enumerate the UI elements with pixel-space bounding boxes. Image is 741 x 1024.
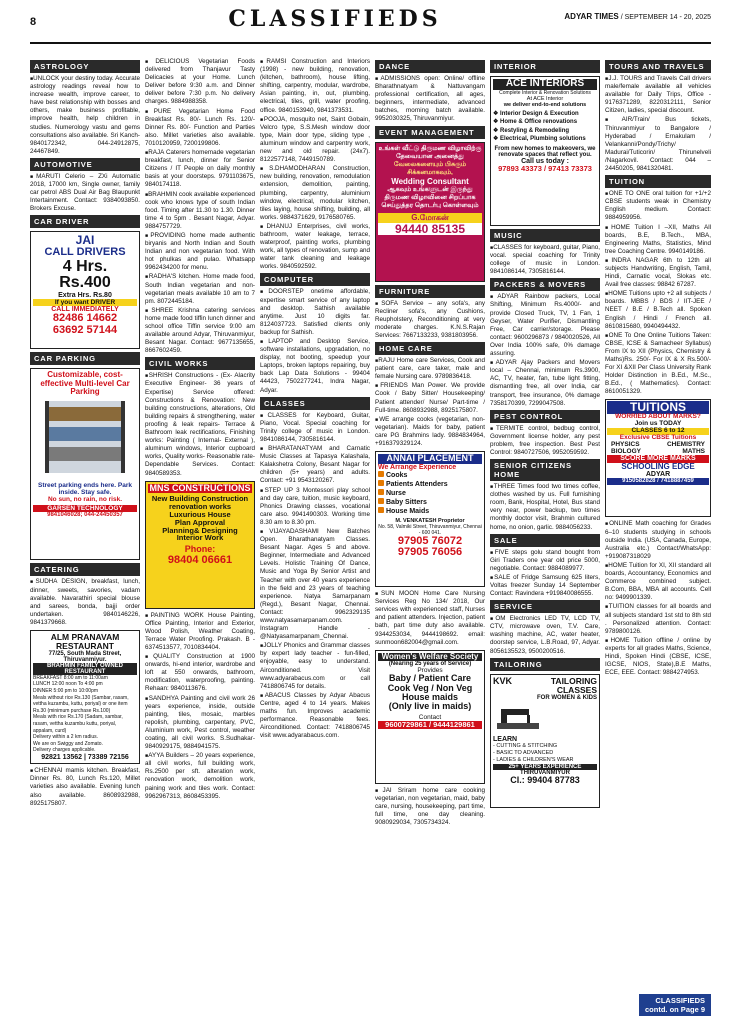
alm-timing: LUNCH 12:00 noon To 4:00 pm (33, 681, 103, 688)
annai-address: No. 58, Valmiki Street, Thiruvanmiyur, Chennai - 600 041. (378, 523, 482, 536)
heading-tours-travels: TOURS AND TRAVELS (605, 60, 711, 73)
car-parking-image (35, 397, 135, 477)
ad-automotive: ■ MARUTI Celerio – ZXi Automatic 2018, 17000 km, Single owner, family car petrol ABS Dual Air Bag Blaupunkt Intertainment. Contact: 9384093850. Brokers Excuse. (30, 173, 140, 213)
column-4 (375, 58, 485, 1013)
tb-classes: CLASSES 6 to 12 (607, 428, 709, 435)
ad-tickets: ■ AIR/Train/ Bus tickets, Thiruvanmiyur to Bangalore / Hyderabad / Ernakulam / Velankanni/Pondy/Trichy/ Madurai/Tuticorin/ Thirunelveli /Nagarkovil. Contact: 044 – 24450205, 9841320481. (605, 116, 711, 173)
alm-tagline: BRAHMIN FAMILY OWNED RESTAURANT (33, 663, 137, 675)
tb-phone: 9150582828 / 7418887459 (607, 478, 709, 484)
mns-line: Plan Approval (174, 517, 226, 527)
kvk-logo: KVK (493, 675, 513, 686)
annai-ad (375, 451, 485, 587)
continued-link[interactable] (639, 994, 711, 1016)
alm-note: Delivery within a 2 km radius. (33, 734, 99, 741)
ad-indra-nagar: ■ INDRA NAGAR 6th to 12th all subjects Handwriting, English, Tamil, Hindi, Carnatic vocal, Slokas etc. Avail free classes: 98842 67287. (605, 257, 711, 289)
tb-title: TUITIONS (607, 401, 709, 414)
ad-xi-xii: ■ HOME Tuition for XI, XII standard all boards, Accountancy, Economics and Commerce combined subject. B.Com, BBA, MBA all accounts. Cell no: 9499901339. (605, 562, 711, 602)
jai-rate: Rs.400 (59, 274, 111, 292)
heading-computer: COMPUTER (260, 273, 370, 286)
ad-chennai-mamis: ■ CHENNAI mamis kitchen. Breakfast, Dinner Rs. 80, Lunch Rs.120, Millet varieties also available. Evening lunch also available. 8608932988, 8925175807. (30, 767, 140, 807)
wedding-name: G.மோகன் (378, 213, 482, 223)
ad-jai-sriram: ■ JAI Sriram home care cooking vegetarian, non vegetarian, maid, baby care, nursing, housekeeping, part time, full time, one day cleaning. 9080929034, 7305734324. (375, 787, 485, 827)
alm-address: 77/25, South Mada Street, Thiruvanmiyur. (48, 650, 122, 663)
alm-note: We are on Swiggy and Zomato. (33, 740, 103, 747)
ad-pure-veg: ■ PURE Vegetarian Home Food Breakfast Rs. 80/- Lunch Rs. 120/- Dinner Rs. 80/- Function and Parties also. Millet varieties also available. 7010120959, 7200199806. (145, 108, 255, 148)
ww-contact: Contact (418, 713, 442, 721)
ace-sub: Complete Interior & Renovation Solutions (499, 89, 591, 96)
womens-welfare-ad (375, 650, 485, 784)
ww-provides: Provides (417, 667, 443, 675)
sewing-machine-image (493, 701, 543, 731)
ww-phone: 9600729861 / 9444129861 (378, 721, 482, 729)
ad-sandhya: ■ SANDHYA Painting and civil work 26 years experience, inside, outside painting, tiles, mosaic, marbles repolish, plumbing, carpentary, PVC, Aluminium work, Pest control, weather coating, all civil works. S.Sudhakar- 9840929175, 9884941575. (145, 695, 255, 752)
ad-shree-krishna: ■ SHREE Krishna catering services home made food tiffin lunch dinner and school office Tiffin service 9:00 am available around Adyar, Thiruvanmiyur, Besant Nagar. Contact: 9677135655, 8667602459. (145, 307, 255, 356)
jai-call: CALL DRIVERS (44, 246, 126, 258)
ace-line: At ACE Interior (526, 95, 564, 102)
ad-shrish: ■ SHRISH Constructions - (Ex- Alacrity Executive Engineer- 36 years of Expertise) Service offered: Constructions & Renovation: New building constructions, alterations, Old building repairs & strengthening, water proofing & leak repairs- Terrace & Bathroom leak rectifications, Finishing works: Painting ( Internal- External ), aluminum windows, Interior cupboard works, Quality works- Reasonable rate- Dependable Services. Contact: 9840589353. (145, 372, 255, 477)
wedding-phone: 94440 85135 (378, 223, 482, 236)
jai-title: JAI (75, 233, 95, 248)
ace-service: ❖ Interior Design & Execution (493, 110, 579, 117)
ad-laptop: ■ LAPTOP and Desktop Service, software installations, upgradation, no display, not booting, speedup your Laptops, broken laptops repairing, buy back Lap Data Solutions - 99404 44423, 7502277241, Indra Nagar, Adyar. (260, 338, 370, 395)
garsen-tagline: Street parking ends here. Park inside. Stay safe. (38, 481, 132, 496)
mns-phone: 98404 06661 (167, 553, 233, 566)
heading-furniture: FURNITURE (375, 285, 485, 298)
heading-classes: CLASSES (260, 397, 370, 410)
ad-quality: ■ QUALITY Construction at 1900 onwards, hi-end interior, wardrobe and loft at 550 onwards, bathroom, modification, waterproofing, painting. Rehaan: 9840113676. (145, 653, 255, 693)
ad-golu-stand: ■ FIVE steps golu stand bought from Giri Traders one year old price 5000, negotiable. Contact: 9884089977. (490, 549, 600, 573)
column-5 (490, 58, 600, 1013)
garsen-phone: 9841046028; 044-24450357 (47, 511, 123, 518)
kvk-location: THIRUVANMIYUR (520, 769, 570, 776)
annai-phone-2: 97905 76056 (397, 546, 463, 559)
mns-title: MNS CONSTRUCTIONS (149, 482, 251, 493)
heading-music: MUSIC (490, 229, 600, 242)
jai-phone-1: 82486 14662 (52, 312, 118, 325)
ww-title: Women's Welfare Society (378, 653, 482, 661)
ad-delicious: ■ DELICIOUS Vegetarian Foods delivered from Thanjavur Tasty Delicacies at your Home. Lunch Deliver before 9:30 a.m. and Dinner deliver before 7:30 p.m. No delivery charges. 9884988358. (145, 58, 255, 107)
tb-school: SCHOOLING EDGE (621, 461, 695, 471)
masthead (30, 6, 711, 44)
kvk-course: - BASIC TO ADVANCED (493, 749, 554, 756)
tb-cbse: Exclusive CBSE Tuitions (619, 433, 697, 441)
ad-om-electronics: ■ OM Electronics LED TV, LCD TV, CTV, microwave oven, T.V. Care, washing machine, AC, water heater, doorstep service, L.B.Road, 97, Adyar. 8056135523, 9500200516. (490, 615, 600, 655)
page-number: 8 (30, 16, 37, 28)
column-6 (605, 58, 711, 983)
heading-car-driver: CAR DRIVER (30, 215, 140, 228)
column-2 (145, 58, 255, 1013)
kvk-experience: 25+ YEARS EXPERIENCE (493, 764, 597, 770)
ad-sofa: ■ SOFA Service – any sofa's, any Recliner sofa's, any Cushions, Reupholstery, Reconditioning at very moderate charges. K.N.S.Rajan Services: 7667133233, 9381803956. (375, 300, 485, 340)
ace-service: ❖ Electrical, Plumbing solutions (493, 136, 586, 142)
heading-home-care: HOME CARE (375, 342, 485, 355)
jai-call-now: CALL IMMEDIATELY (51, 306, 119, 314)
ad-ayya: ■ AYYA Builders – 20 years experience, all civil works, full building work, Rs.2500 per sft. alteration work, renovation work, demolition work, paining work and tiles work. Contact: 9962967313, 8608453395. (145, 752, 255, 801)
heading-service: SERVICE (490, 600, 600, 613)
heading-pest-control: PEST CONTROL (490, 410, 600, 423)
ad-home-tuition: ■ HOME Tuition I –XII, Maths All boards, B.E, B.Tech., MBA, Engineering Maths, Statistics, Mind tree Coaching Centre. 9940149186. (605, 224, 711, 256)
kvk-course: - LADIES & CHILDREN'S WEAR (493, 756, 574, 763)
column-1 (30, 58, 140, 1013)
heading-event-management: EVENT MANAGEMENT (375, 126, 485, 139)
ww-sub: (Nearing 25 years of Service) (388, 661, 472, 668)
ad-offline-online: ■ HOME Tuition offline / online by experts for all grades Maths, Science, Hindi, Spoken Hindi (CBSE, ICSE, IGCSE, NIOS, State),B.E Maths, ECE, EEE. Contact: 9884274953. (605, 637, 711, 677)
mns-line: Planning& Designing (162, 525, 238, 535)
heading-tailoring: TAILORING (490, 658, 600, 671)
heading-packers-movers: PACKERS & MOVERS (490, 278, 600, 291)
footer-continued: contd. on Page 9 (644, 1005, 705, 1014)
jai-hours: 4 Hrs. (62, 257, 108, 275)
heading-sale: SALE (490, 534, 600, 547)
tb-subject: CHEMISTRY (666, 441, 705, 449)
ad-keyboard: ■ CLASSES for Keyboard, Guitar, Piano, Vocal. Special coaching for Trinity college of music in London. 9841086144, 7305816144. (260, 412, 370, 444)
schooling-edge-ad (605, 399, 711, 517)
kvk-learn: LEARN (493, 735, 518, 743)
ad-online-tuitions: ■ ONE To One Online Tuitions Taken: CBSE, ICSE & Samacheer Syllabus) From IX to XII (Physics, Chemistry & Maths)Rs. 250/- For IX & X Rs.500/- For XI &XII Per Class University Rank Holder Distinction in B.Ed., M.Sc., B.Ed., ( Mathematics). Contact: 8610051329. (605, 332, 711, 397)
ace-title: ACE INTERIORS (493, 79, 597, 90)
mns-ad (145, 481, 255, 609)
annai-phone-1: 97905 76072 (397, 534, 463, 547)
ww-service: Baby / Patient Care (388, 673, 472, 684)
wedding-text: வேலைகளையும் பிசுகும் சிக்கனமாகவும், (393, 160, 467, 176)
publication-line (564, 12, 711, 21)
garsen-headline: Customizable, cost-effective Multi-level Car Parking (40, 370, 130, 397)
ad-tuition-classes: ■ TUITION classes for all boards and all subjects standard 1st std to 8th std . Personalized attention. Contact: 9789800126. (605, 603, 711, 635)
garsen-ad (30, 368, 140, 560)
annai-proprietor: M. VENKATESH Proprietor (395, 517, 465, 524)
jai-extra: Extra Hrs. Rs.80 (58, 292, 112, 300)
section-title: CLASSIFIEDS (228, 6, 442, 32)
ad-jj-tours: ■ J.J. TOURS and Travels Call drivers male/female available all vehicles available for Daily Trips, Office - 9176371289, 8220312111, Senior Citizen, ladies, special discount. (605, 75, 711, 115)
tb-worried: WORRIED ABOUT MARKS? (615, 413, 701, 421)
garsen-tagline-2: No sun, no rain, no risk. (47, 495, 123, 503)
mns-line: Interior Work (176, 533, 224, 543)
kvk-title: TAILORING CLASSES (550, 675, 597, 695)
ace-phone: 97893 43373 / 97413 73373 (498, 163, 592, 173)
heading-catering: CATERING (30, 563, 140, 576)
ad-brahmin-cook: ■ BRAHMIN cook available experienced cook who knows type of south Indian food. Timing after 11.30 to 1.30. Dinner time 4 to 5pm . Besant Nagar, Adyar. 9884757729. (145, 191, 255, 231)
ad-ajay-packers: ■ ADYAR Ajay Packers and Movers local – Chennai, minimum Rs.3900, AC, TV, heater, fan, tube light fitting, dismantling free, all over India, car transport, free insurance, 0% damage 7358170399, 7299047508. (490, 359, 600, 408)
annai-title: ANNAI PLACEMENT (378, 454, 482, 463)
ace-line: we deliver end-to-end solutions (503, 101, 587, 108)
tb-subject: BIOLOGY (611, 448, 641, 456)
ad-biryani: ■ PROVIDING home made authentic biryanis and North Indian and South Indian and non vegetarian food. With hot phulkas and pulao. Whatsapp 9962434200 for menu. (145, 232, 255, 272)
ad-abacus: ■ ABACUS Classes by Adyar Abacus Centre, aged 4 to 14 years. Makes maths fun. Improves academic performance. Reasonable fees. Airconditioned. Contact: 7418806745 visit www.adyarabacus.com. (260, 692, 370, 741)
wedding-text: உங்கள் வீட்டு திருமண விழாவிற்கு தேவையான அனைத்து (378, 144, 482, 160)
wedding-consultant: Wedding Consultant (391, 176, 469, 186)
publication-name: ADYAR TIMES (564, 12, 619, 21)
ad-rainbow-packers: ■ ADYAR Rainbow packers, Local Shifting, Minimum Rs.4000/- and provide Closed Truck, TV, 1 Fan, 1 Geyser, Water Purifier, Dismantling Free, Car carrier/storage. Please contact: 9600296873 / 9840020526, All Over India 100% safe, 0% damage assuring. (490, 293, 600, 358)
heading-car-parking: CAR PARKING (30, 352, 140, 365)
ad-vijayadashami: ■ VIJAYADASHAMI New Batches Open. Bharathanatyam Classes. Besant Nagar. Ages 5 and above. Beginner, Intermediate and Advanced Levels. Holistic Training Of Dance, Music and Yoga By Senior Artist and Teacher with over 40 years experience in the field and 23 years of teaching experience. Natya Samarpanam (Regd.), Besant Nagar, Chennai. Contact: 9962329135 www.natyasamarpanam.com. Instagram Handle - @Natyasamarpanam_Chennai. (260, 528, 370, 641)
ad-jolly: ■ JOLLY Phonics and Grammar classes by expert lady teacher - fun-filled, enjoyable, easy to understand. Airconditioned. Visit www.adyarabacus.com or call 7418806745 for details. (260, 642, 370, 691)
tb-join: Join us TODAY (634, 419, 682, 427)
tb-location: ADYAR (645, 471, 671, 479)
alm-menu: Meals with rice Rs.170 (Sadam, sambar, rasam, vettha kuzambu kuttu, poriyal, appalam, curd) (33, 714, 123, 734)
ww-service: House maids (401, 691, 459, 702)
ad-bharatanatyam: ■ BHARATANATYAM and Carnatic Music Classes at Tapasya Kalashala, Kalakshetra Colony, Besant Nagar for children (5+ years) and adults. Contact: +91 9543120267. (260, 445, 370, 485)
kvk-sub: FOR WOMEN & KIDS (537, 694, 597, 701)
ad-home-tuitions: ■ HOME Tuitions upto +2 all subjects / boards. MBBS / BDS / IIT-JEE / NEET / B.E / B.Tech all. Spoken English / Hindi / French all. 8610815680, 9940494432. (605, 290, 711, 330)
ad-one-to-one: ■ ONE TO ONE oral tuition for +1/+2 CBSE students weak in Chemistry English medium. Contact: 9884959956. (605, 190, 711, 222)
ad-raju: ■ RAJU Home care Services, Cook and patient care, care taker, male and female Nursing care. 9789836418. (375, 357, 485, 381)
ad-sudha: ■ SUDHA DESIGN, breakfast, lunch, dinner, sweets, savories, vadam available. Navarathiri special blouse and sarees, bonda, bajji order undertaken. 9840146226, 9841379668. (30, 578, 140, 627)
alm-restaurant-ad (30, 630, 140, 764)
alm-note: Delivery charges applicable. (33, 747, 96, 754)
issue-date: / SEPTEMBER 14 - 20, 2025 (618, 14, 711, 21)
heading-dance: DANCE (375, 60, 485, 73)
ww-service: Cook Veg / Non Veg (387, 682, 473, 693)
ace-tagline: From new homes to makeovers, we renovate spaces that reflect you. (494, 145, 596, 158)
heading-astrology: ASTROLOGY (30, 60, 140, 73)
mns-line: New Building Construction (151, 494, 249, 504)
heading-automotive: AUTOMOTIVE (30, 158, 140, 171)
alm-timing: BREAKFAST 8:00 am to 11:00am (33, 674, 108, 681)
ace-service: ❖ Home & Office renovations (493, 119, 578, 125)
jai-phone-2: 63692 57144 (52, 323, 118, 336)
ad-termite: ■ TERMITE control, bedbug control, Government license holder, any pest problem, free inspection. Best Pest Control: 9840727506, 9952059592. (490, 425, 600, 457)
column-3 (260, 58, 370, 1013)
ww-service: (Only live in maids) (388, 701, 472, 712)
mns-phone-label: Phone: (184, 544, 216, 555)
alm-menu: Meals without rice Rs.130 (Sambar, rasam, vettha kuzambu, kuttu, poriyal) or one item Rs.30 (minimum purchase Rs.100) (33, 694, 129, 714)
heading-civil-works: CIVIL WORKS (145, 357, 255, 370)
heading-senior-citizens: SENIOR CITIZENS HOME (490, 459, 600, 481)
annai-list: Cooks Patients Attenders Nurse Baby Sitters House Maids (378, 471, 482, 516)
garsen-name: GARSEN TECHNOLOGY (33, 505, 137, 512)
tb-subject: MATHS (682, 448, 705, 456)
ad-dhanuj: ■ DHANUJ Enterprises, civil works, bathroom, water leakage, terrace, waterproof, painting works, plumbing work, all types of renovation, sump and water tank cleaning and leakage works. 9840592592. (260, 223, 370, 272)
alm-name: ALM PRANAVAM RESTAURANT (50, 631, 120, 651)
ad-online-math: ■ ONLINE Math coaching for Grades 6–10 students studying in schools outside India. (USA, Canada, Europe, Australia etc.) Contact/WhatsApp: +919087318029 (605, 520, 711, 560)
ad-ramsi: ■ RAMSI Construction and Interiors (1998) - new building, renovation, (kitchen, bathroom), house lifting, shifting, carpentry, modular, wardrobe, Asian painting, in, out, plumbing, electrical, tiles, grill, water proofing, office. 9840153940, 9841373531. (260, 58, 370, 115)
ad-friends: ■ FRIENDS Man Power. We provide Cook / Baby Sitter/ Housekeeping/ Patient attender/ Nurse/ Part-time / Full-time. 8608932988, 8925175807. (375, 382, 485, 414)
tb-subject: PHYSICS (611, 441, 640, 449)
ad-stepup: ■ STEP UP 3 Montessori play school and day care, tuition, music keyboard, Phonics Drawing classes, vocational care also. 9941490303. Working time 8.30 am to 8.30 pm. (260, 487, 370, 527)
ad-radha: ■ RADHA'S kitchen. Home made food, South Indian vegetarian and non-vegetarian meals available 10 am to 7 pm. 8072445184. (145, 273, 255, 305)
heading-tuition: TUITION (605, 175, 711, 188)
jai-want: If you want DRIVER (33, 299, 137, 306)
ad-pooja: ■ POOJA, mosquito net, Saint Gobain, Velcro type, S.S.Mesh window door type, Main door type, sliding type , aluminum window and carpentry work, new and old repair. (24x7). 8122577148, 7449150789. (260, 116, 370, 165)
mns-line: renovation works (168, 501, 232, 511)
ad-doorstep: ■ DOORSTEP onetime affordable, expertise smart service of any laptop and desktop. Sathish available anytime. Just 10 digits far. 8124037723. Satisfied clients only backup for Sathish. (260, 288, 370, 337)
ad-astrology: ■ UNLOCK your destiny today. Accurate astrology readings reveal how to increase wealth, improve career, to have best relationship with bosses and others, make business profitable, improve health, help children in studies. Numerology vastu and gems consultations also available. Sri Kanch-9840172342, 044-24912875, 24467849. (30, 75, 140, 156)
ace-interiors-ad (490, 76, 600, 226)
wedding-ad (375, 142, 485, 282)
kvk-course: - CUTTING & STITCHING (493, 742, 558, 749)
kvk-tailoring-ad (490, 674, 600, 808)
ad-senior-home: ■ THREE Times food two times coffee, clothes washed by us. Full furnishing room, Bank, Hospital, Hotel, Bus stand very near, power backup, two times monthly doctor visit, Brahmin cultured home, no onion, garlic. 9884056233. (490, 483, 600, 532)
ad-admissions: ■ ADMISSIONS open: Online/ offline Bharathnatyam & Nattuvangam professional certification, all ages, beginners, intermediate, advanced batches, morning batch available. 9952030325, Thiruvanmiyur. (375, 75, 485, 124)
ad-raja: ■ RAJA Caterers homemade vegetarian breakfast, lunch, dinner for Senior Citizens / IT People on daily monthly basis at your doorsteps. 9791103675, 9840174118. (145, 149, 255, 189)
ace-service: ❖ Restyling & Remodeling (493, 127, 570, 134)
ad-dhamodharan: ■ S.DHAMODHARAN Construction, new building, renovation, remodulation extension, demolition, painting, plumbing, carpentry, aluminium window, electrical, modular kitchen, tiles laying, house shifting, building, all works. 9884371629, 9176580765. (260, 165, 370, 222)
heading-interior: INTERIOR (490, 60, 600, 73)
wedding-text: ஆகவும் உங்களுடன் இருந்து திருமண விழாவினை சிறப்பாக செய்துத்தர தொடர்பு கொள்ளவும் (381, 185, 479, 209)
tb-score: SCORE MORE MARKS (607, 455, 709, 462)
kvk-phone: Cl.: 99404 87783 (510, 774, 580, 785)
footer-title: CLASSIFIEDS (655, 996, 705, 1005)
annai-sub: We Arrange Experience (378, 463, 457, 471)
alm-phone: 92821 13562 | 73389 72156 (41, 753, 129, 761)
jai-drivers-ad (30, 231, 140, 349)
ace-call: Call us today : (521, 157, 569, 165)
alm-timing: DINNER 5:00 pm to 10:00pm (33, 688, 99, 694)
ad-fridge: ■ SALE of Fridge Samsung 625 liters, Voltas freezer Sunday 14 September Contact: Ravindera +919840086555. (490, 574, 600, 598)
ad-painting: ■ PAINTING WORK House Painting, Office Painting, Interior and Exterior, Wood Polish, Weather Coating, Terrace Water Proofing. Prakash. B - 6374513577, 7010834404. (145, 612, 255, 652)
ad-music-classes: ■ CLASSES for keyboard, guitar, Piano, vocal. special coaching for Trinity college of music in London. 9841086144, 7305816144. (490, 244, 600, 276)
mns-line: Luxurious House (169, 509, 231, 519)
ad-cooks: ■ WE arrange cooks (vegetarian, non-vegetarian). Maids for baby, patient care PG Brahmins lady. 9884834964, +916379329124. (375, 416, 485, 448)
ad-sun-moon: ■ SUN MOON Home Care Nursing Services Reg No 134/ 2018, Our services with experienced staff, Nurses and patient attenders. Injection, patient bath, part time duty also available. 9344253034, 9444198692. email: sunmoon682004@gmail.com. (375, 590, 485, 647)
